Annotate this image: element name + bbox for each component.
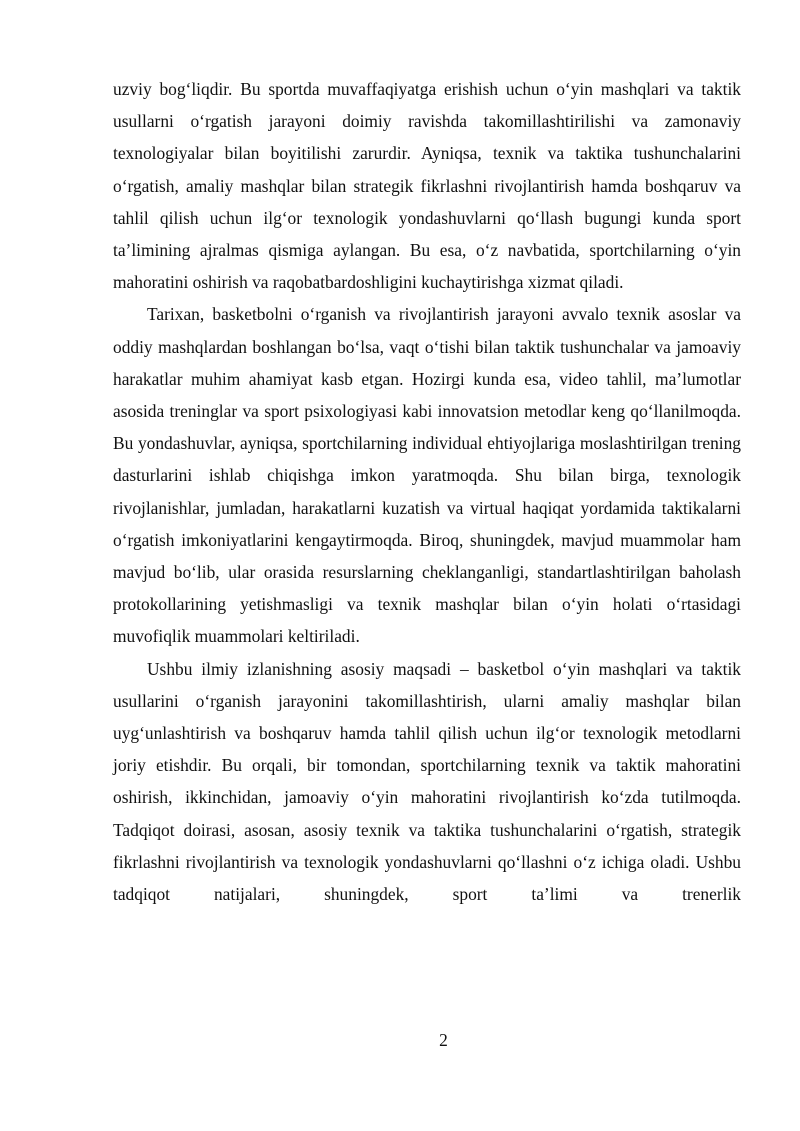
paragraph-research-goal: Ushbu ilmiy izlanishning asosiy maqsadi – basketbol o‘yin mashqlari va taktik usullarini o‘rganish jarayonini takomillashtirish, ularni amaliy mashqlar bilan uyg‘unlashtirish va boshqaruv hamda tahlil qilish uchun ilg‘or texnologik metodlarni joriy etishdir. Bu orqali, bir tomondan, sportchilarning texnik va taktik mahoratini oshirish, ikkinchidan, jamoaviy o‘yin mahoratini rivojlantirish ko‘zda tutilmoqda. Tadqiqot doirasi, asosan, asosiy texnik va taktika tushunchalarini o‘rgatish, strategik fikrlashni rivojlantirish va texnologik yondashuvlarni qo‘llashni o‘z ichiga oladi. Ushbu tadqiqot natijalari, shuningdek, sport ta’limi va trenerlik xyxy=(113,658,741,905)
page-number: 2 xyxy=(439,1030,448,1050)
page-body xyxy=(113,73,741,910)
paragraph-continuation: uzviy bog‘liqdir. Bu sportda muvaffaqiyatga erishish uchun o‘yin mashqlari va taktik usullarni o‘rgatish jarayoni doimiy ravishda takomillashtirilishi va zamonaviy texnologiyalar bilan boyitilishi zarurdir. Ayniqsa, texnik va taktika tushunchalarini o‘rgatish, amaliy mashqlar bilan strategik fikrlashni rivojlantirish hamda boshqaruv va tahlil qilish uchun ilg‘or texnologik yondashuvlarni qo‘llash bugungi kunda sport ta’limining ajralmas qismiga aylangan. Bu esa, o‘z navbatida, sportchilarning o‘yin mahoratini oshirish va raqobatbardoshligini kuchaytirishga xizmat qiladi. xyxy=(113,79,741,293)
paragraph-history: Tarixan, basketbolni o‘rganish va rivojlantirish jarayoni avvalo texnik asoslar va oddiy mashqlardan boshlangan bo‘lsa, vaqt o‘tishi bilan taktik tushunchalar va jamoaviy harakatlar muhim ahamiyat kasb etgan. Hozirgi kunda esa, video tahlil, ma’lumotlar asosida treninglar va sport psixologiyasi kabi innovatsion metodlar keng qo‘llanilmoqda. Bu yondashuvlar, ayniqsa, sportchilarning individual ehtiyojlariga moslashtirilgan trening dasturlarini ishlab chiqishga imkon yaratmoqda. Shu bilan birga, texnologik rivojlanishlar, jumladan, harakatlarni kuzatish va virtual haqiqat yordamida taktikalarni o‘rgatish imkoniyatlarini kengaytirmoqda. Biroq, shuningdek, mavjud muammolar ham mavjud bo‘lib, ular orasida resurslarning cheklanganligi, standartlashtirilgan baholash protokollarining yetishmasligi va texnik mashqlar bilan o‘yin holati o‘rtasidagi muvofiqlik muammolari keltiriladi. xyxy=(113,304,741,647)
